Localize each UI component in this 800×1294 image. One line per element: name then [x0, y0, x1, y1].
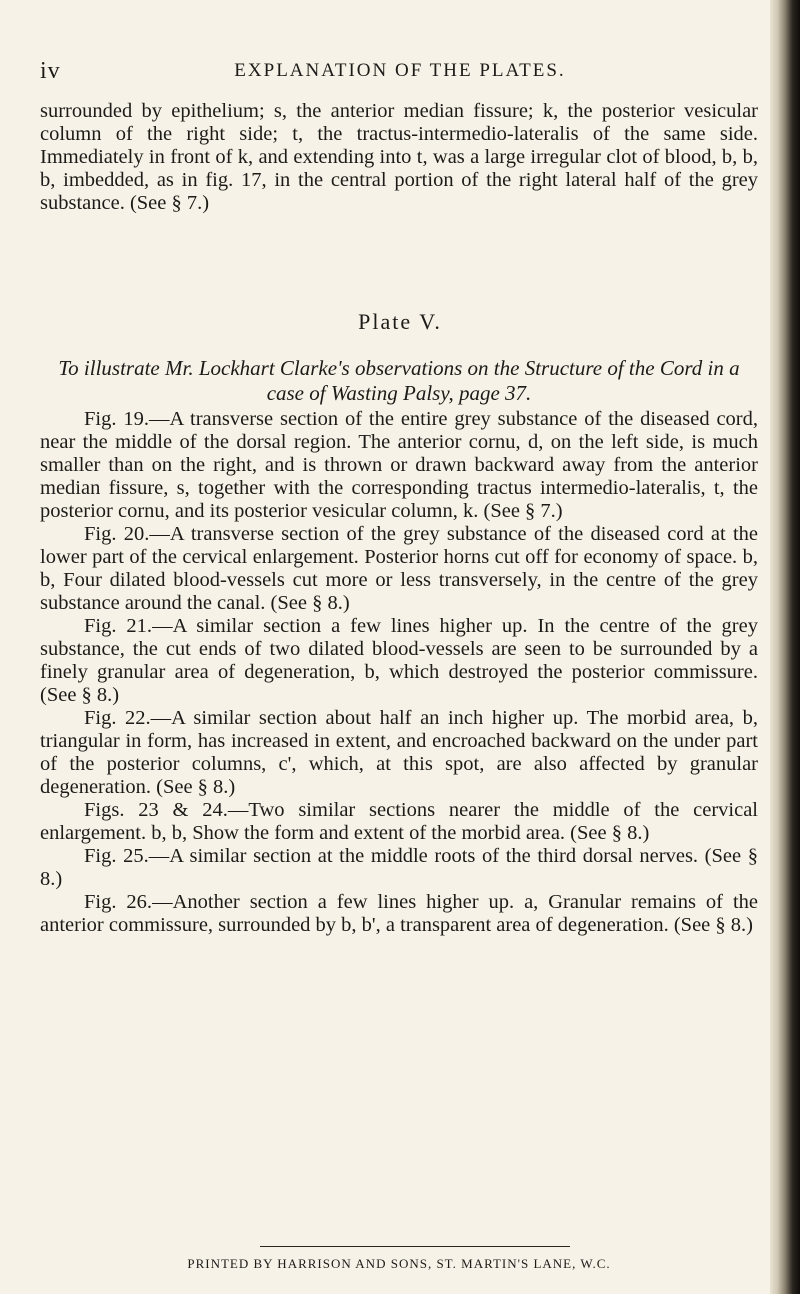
figure-19-description: [40, 408, 758, 523]
figure-text: —Two similar sections nearer the middle of the cervical enlargement. b, b, Show the form and extent of the morbid area. (See § 8.): [40, 799, 758, 844]
page-header: [40, 58, 760, 88]
figure-lead: Figs. 23 & 24.: [84, 799, 228, 821]
figure-lead: Fig. 20.: [84, 523, 150, 545]
printer-imprint: PRINTED BY HARRISON AND SONS, ST. MARTIN'S LANE, W.C.: [187, 1256, 611, 1271]
continuation-paragraph: surrounded by epithelium; s, the anterior median fissure; k, the posterior vesicular column of the right side; t, the tractus-intermedio-lateralis of the same side. Immediately in front of k, and extending into t, was a large irregular clot of blood, b, b, b, imbedded, as in fig. 17, in the central portion of the right lateral half of the grey substance. (See § 7.): [40, 100, 758, 214]
figure-lead: Fig. 21.: [84, 615, 153, 637]
figure-21-description: [40, 615, 758, 707]
figure-25-description: [40, 845, 758, 891]
figure-text: —A similar section a few lines higher up. In the centre of the grey substance, the cut ends of two dilated blood-vessels are seen to be surrounded by a finely granular area of degeneration, b, which destroyed the posterior commissure. (See § 8.): [40, 615, 758, 706]
page-number: iv: [40, 58, 61, 84]
figure-lead: Fig. 22.: [84, 707, 151, 729]
figure-text: —A transverse section of the grey substance of the diseased cord at the lower part of the cervical enlargement. Posterior horns cut off for economy of space. b, b, Four dilated blood-vessels cut more or less transversely, in the centre of the grey substance around the canal. (See § 8.): [40, 523, 758, 614]
figure-text: —A similar section about half an inch higher up. The morbid area, b, triangular in form, has increased in extent, and encroached backward on the under part of the posterior columns, c', which, at this spot, are also affected by granular degeneration. (See § 8.): [40, 707, 758, 798]
plate-title: Plate V.: [358, 309, 442, 334]
footer-rule: [260, 1246, 570, 1247]
figure-text: —Another section a few lines higher up. a, Granular remains of the anterior commissure, surrounded by b, b', a transparent area of degeneration. (See § 8.): [40, 891, 758, 936]
figures-23-24-description: [40, 799, 758, 845]
running-head: EXPLANATION OF THE PLATES.: [234, 60, 566, 81]
figure-lead: Fig. 19.: [84, 408, 149, 430]
book-spine-shadow: [770, 0, 800, 1294]
figure-lead: Fig. 26.: [84, 891, 153, 913]
figure-20-description: [40, 523, 758, 615]
figure-22-description: [40, 707, 758, 799]
plate-subtitle: To illustrate Mr. Lockhart Clarke's observations on the Structure of the Cord in a case of Wasting Palsy, page 37.: [58, 356, 740, 405]
figure-lead: Fig. 25.: [84, 845, 149, 867]
figure-text: —A transverse section of the entire grey substance of the diseased cord, near the middle of the dorsal region. The anterior cornu, d, on the left side, is much smaller than on the right, and is thrown or drawn backward away from the anterior median fissure, s, together with the corresponding tractus intermedio-lateralis, t, the posterior cornu, and its posterior vesicular column, k. (See § 7.): [40, 408, 758, 522]
figure-text: —A similar section at the middle roots of the third dorsal nerves. (See § 8.): [40, 845, 758, 890]
figure-26-description: [40, 891, 758, 937]
figure-descriptions: [40, 408, 758, 937]
